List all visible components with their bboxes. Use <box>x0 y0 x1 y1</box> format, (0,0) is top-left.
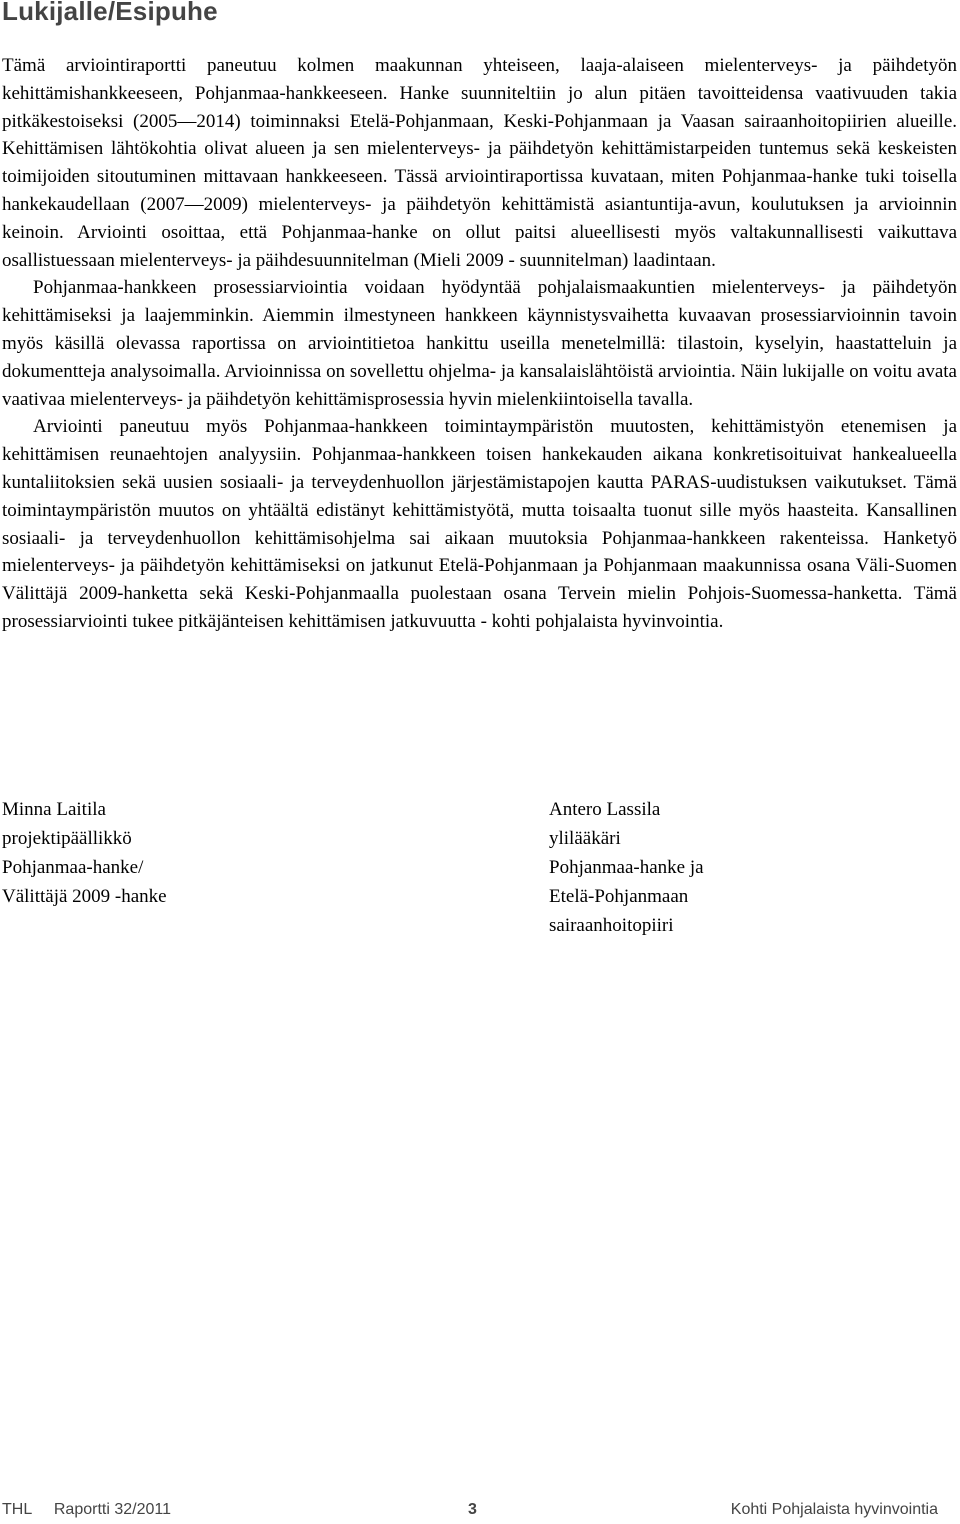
signatory-organization: Etelä-Pohjanmaan <box>549 886 689 907</box>
body-text <box>2 52 957 636</box>
page-footer <box>2 1499 938 1521</box>
signatory-name: Antero Lassila <box>549 799 661 820</box>
footer-report-info <box>2 1499 171 1521</box>
page-title: Lukijalle/Esipuhe <box>2 0 218 26</box>
signatory-organization: Pohjanmaa-hanke ja <box>549 857 704 878</box>
signatory-title: projektipäällikkö <box>2 828 132 849</box>
signatory-organization: sairaanhoitopiiri <box>549 915 674 936</box>
signature-left <box>2 795 167 911</box>
signatory-organization: Välittäjä 2009 -hanke <box>2 886 167 907</box>
signatory-organization: Pohjanmaa-hanke/ <box>2 857 144 878</box>
footer-publisher: THL <box>2 1501 32 1518</box>
paragraph: Pohjanmaa-hankkeen prosessiarviointia voidaan hyödyntää pohjalaismaakuntien mielenterveys- ja päihdetyön kehittämiseksi ja laajemminkin. Aiemmin ilmestyneen hankkeen käynnistysvaihetta kuvaavan prosessiarvioinnin tavoin myös käsillä olevassa raportissa on arviointitietoa hankittu useilla menetelmillä: tilastoin, kyselyin, haastatteluin ja dokumentteja analysoimalla. Arvioinnissa on sovellettu ohjelma- ja kansalaislähtöistä arviointia. Näin lukijalle on voitu avata vaativaa mielenterveys- ja päihdetyön kehittämisprosessia hyvin mielenkiintoisella tavalla. <box>2 277 957 410</box>
footer-series-title: Kohti Pohjalaista hyvinvointia <box>730 1501 938 1518</box>
signature-right <box>549 795 704 940</box>
signatory-title: ylilääkäri <box>549 828 621 849</box>
paragraph: Tämä arviointiraportti paneutuu kolmen maakunnan yhteiseen, laaja-alaiseen mielenterveys- ja päihdetyön kehittämishankkeeseen, Pohjanmaa-hankkeeseen. Hanke suunniteltiin jo alun pitäen tavoitteidensa vaativuuden takia pitkäkestoiseksi (2005—2014) toiminnaksi Etelä-Pohjanmaan, Keski-Pohjanmaan ja Vaasan sairaanhoitopiirien alueille. Kehittämisen lähtökohtia olivat alueen ja sen mielenterveys- ja päihdetyön kehittämistarpeiden tuntemus sekä keskeisten toimijoiden sitoutuminen mittavaan hankkeeseen. Tässä arviointiraportissa kuvataan, miten Pohjanmaa-hanke tuki toisella hankekaudellaan (2007—2009) mielenterveys- ja päihdetyön kehittämistä asiantuntija-avun, koulutuksen ja arvioinnin keinoin. Arviointi osoittaa, että Pohjanmaa-hanke on ollut paitsi alueellisesti myös valtakunnallisesti vaikuttava osallistuessaan mielenterveys- ja päihdesuunnitelman (Mieli 2009 - suunnitelman) laadintaan. <box>2 55 957 271</box>
paragraph: Arviointi paneutuu myös Pohjanmaa-hankkeen toimintaympäristön muutosten, kehittämistyön etenemisen ja kehittämisen reunaehtojen analyysiin. Pohjanmaa-hankkeen toisen hankekauden aikana konkretisoituivat hankealueella kuntaliitoksien sekä uusien sosiaali- ja terveydenhuollon järjestämistapojen kautta PARAS-uudistuksen vaikutukset. Tämä toimintaympäristön muutos on yhtäältä edistänyt kehittämistyötä, mutta toisaalta tuonut sille myös haasteita. Kansallinen sosiaali- ja terveydenhuollon kehittämisohjelma sai aikaan muutoksia Pohjanmaa-hankkeen rakenteissa. Hanketyö mielenterveys- ja päihdetyön kehittämiseksi on jatkunut Etelä-Pohjanmaan ja Pohjanmaan maakunnissa osana Väli-Suomen Välittäjä 2009-hanketta sekä Keski-Pohjanmaalla puolestaan osana Tervein mielin Pohjois-Suomessa-hanketta. Tämä prosessiarviointi tukee pitkäjänteisen kehittämisen jatkuvuutta - kohti pohjalaista hyvinvointia. <box>2 416 957 632</box>
signatory-name: Minna Laitila <box>2 799 106 820</box>
page-number: 3 <box>468 1501 477 1518</box>
footer-report-number: Raportti 32/2011 <box>53 1501 171 1518</box>
